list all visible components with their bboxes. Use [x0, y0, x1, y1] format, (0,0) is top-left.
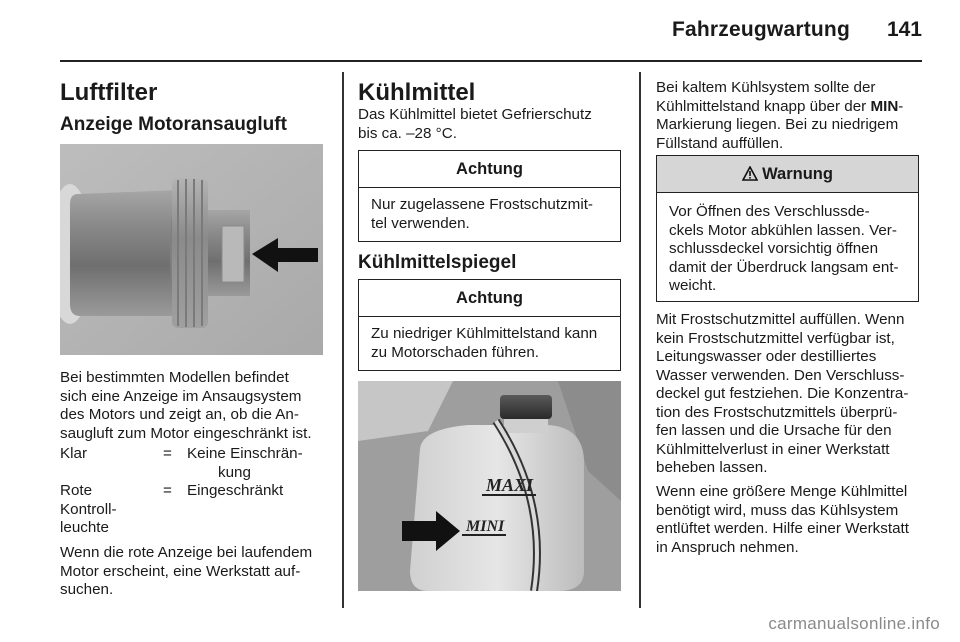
text-line: deckel gut festziehen. Die Konzentra-	[656, 385, 909, 402]
caution-body: Zu niedriger Kühlmittelstand kann zu Motorschaden führen.	[371, 325, 598, 361]
warning-box-verschlussdeckel	[656, 155, 919, 302]
column-separator-2	[639, 72, 641, 608]
subsection-title-kuehlmittelspiegel: Kühlmittelspiegel	[358, 252, 517, 273]
text-line: sich eine Anzeige im Ansaugsystem	[60, 387, 302, 405]
legend-term: Klar	[60, 445, 88, 462]
text-line: des Motors und zeigt an, ob die An-	[60, 406, 299, 423]
legend-row-rote-kontrollleuchte	[60, 482, 330, 538]
text-line: Mit Frostschutzmittel auffüllen. Wenn	[656, 311, 905, 328]
legend-row-klar	[60, 445, 330, 482]
min-marker-label: MIN	[870, 97, 899, 115]
caution-box-kuehlmittelstand	[358, 279, 621, 371]
legend-term: Rote Kontroll- leuchte	[60, 482, 117, 536]
legend-description: Eingeschränkt	[187, 482, 284, 499]
header-rule	[60, 60, 922, 62]
section-title-kuehlmittel: Kühlmittel	[358, 79, 476, 106]
text-line: Kühlmittelstand knapp über der MIN-	[656, 97, 904, 115]
running-header-title: Fahrzeugwartung	[671, 18, 850, 41]
text-line: fen lassen und die Ursache für den	[656, 422, 892, 439]
text-line: tion des Frostschutzmittels überprü-	[656, 403, 898, 421]
text-line: beheben lassen.	[656, 459, 768, 476]
text-line: kein Frostschutzmittel verfügbar ist,	[656, 329, 895, 347]
text-line: Wenn eine größere Menge Kühlmittel	[656, 483, 908, 500]
text-line: Bei bestimmten Modellen befindet	[60, 369, 289, 386]
paragraph-antifreeze	[656, 311, 931, 478]
text-line: Wasser verwenden. Den Verschluss-	[656, 366, 905, 384]
watermark: carmanualsonline.info	[768, 614, 940, 633]
subsection-title-motoransaugluft: Anzeige Motoransaugluft	[60, 114, 287, 135]
tank-max-label: MAXI	[486, 475, 534, 495]
indicator-legend-table	[60, 445, 330, 538]
legend-separator: =	[163, 445, 172, 462]
warning-triangle-icon	[742, 158, 758, 194]
text-line: benötigt wird, muss das Kühlsystem	[656, 501, 899, 519]
text-line: entlüftet werden. Hilfe einer Werkstatt	[656, 520, 909, 537]
text-line: Markierung liegen. Bei zu niedrigem	[656, 116, 899, 133]
text-line: bis ca. –28 °C.	[358, 124, 457, 142]
text-line: in Anspruch nehmen.	[656, 538, 799, 556]
legend-description: Keine Einschrän- kung	[187, 445, 303, 481]
text-line: suchen.	[60, 581, 114, 598]
text-line: Füllstand auffüllen.	[656, 134, 784, 152]
text-line: Motor erscheint, eine Werkstatt auf-	[60, 562, 301, 580]
text-line: Wenn die rote Anzeige bei laufendem	[60, 544, 313, 561]
paragraph-min-level	[656, 79, 926, 153]
coolant-tank-photo	[358, 381, 621, 591]
text-line: saugluft zum Motor eingeschränkt ist.	[60, 424, 312, 442]
paragraph-frost-protection	[358, 106, 628, 143]
paragraph-bleeding	[656, 483, 931, 557]
warning-title: Warnung	[657, 156, 918, 193]
caution-body: Nur zugelassene Frostschutzmit- tel verwenden.	[371, 196, 593, 232]
text-line: Das Kühlmittel bietet Gefrierschutz	[358, 106, 592, 123]
tank-min-label: MINI	[466, 518, 505, 535]
warning-body: Vor Öffnen des Verschlussde- ckels Motor abkühlen lassen. Ver- schlussdeckel vorsichtig öffnen damit der Überdruck langsam ent- weicht.	[669, 203, 899, 294]
text-line: Leitungswasser oder destilliertes	[656, 348, 877, 365]
section-title-luftfilter: Luftfilter	[60, 79, 158, 106]
legend-separator: =	[163, 482, 172, 499]
caution-box-frostschutz	[358, 150, 621, 242]
caution-title: Achtung	[359, 280, 620, 317]
paragraph-red-indicator	[60, 544, 330, 600]
paragraph-indicator-description	[60, 369, 330, 443]
text-line: Bei kaltem Kühlsystem sollte der	[656, 79, 876, 96]
air-intake-indicator-photo	[60, 144, 323, 355]
column-separator-1	[342, 72, 344, 608]
page-number: 141	[886, 18, 922, 41]
caution-title: Achtung	[359, 151, 620, 188]
text-line: Kühlmittelverlust in einer Werkstatt	[656, 440, 890, 458]
